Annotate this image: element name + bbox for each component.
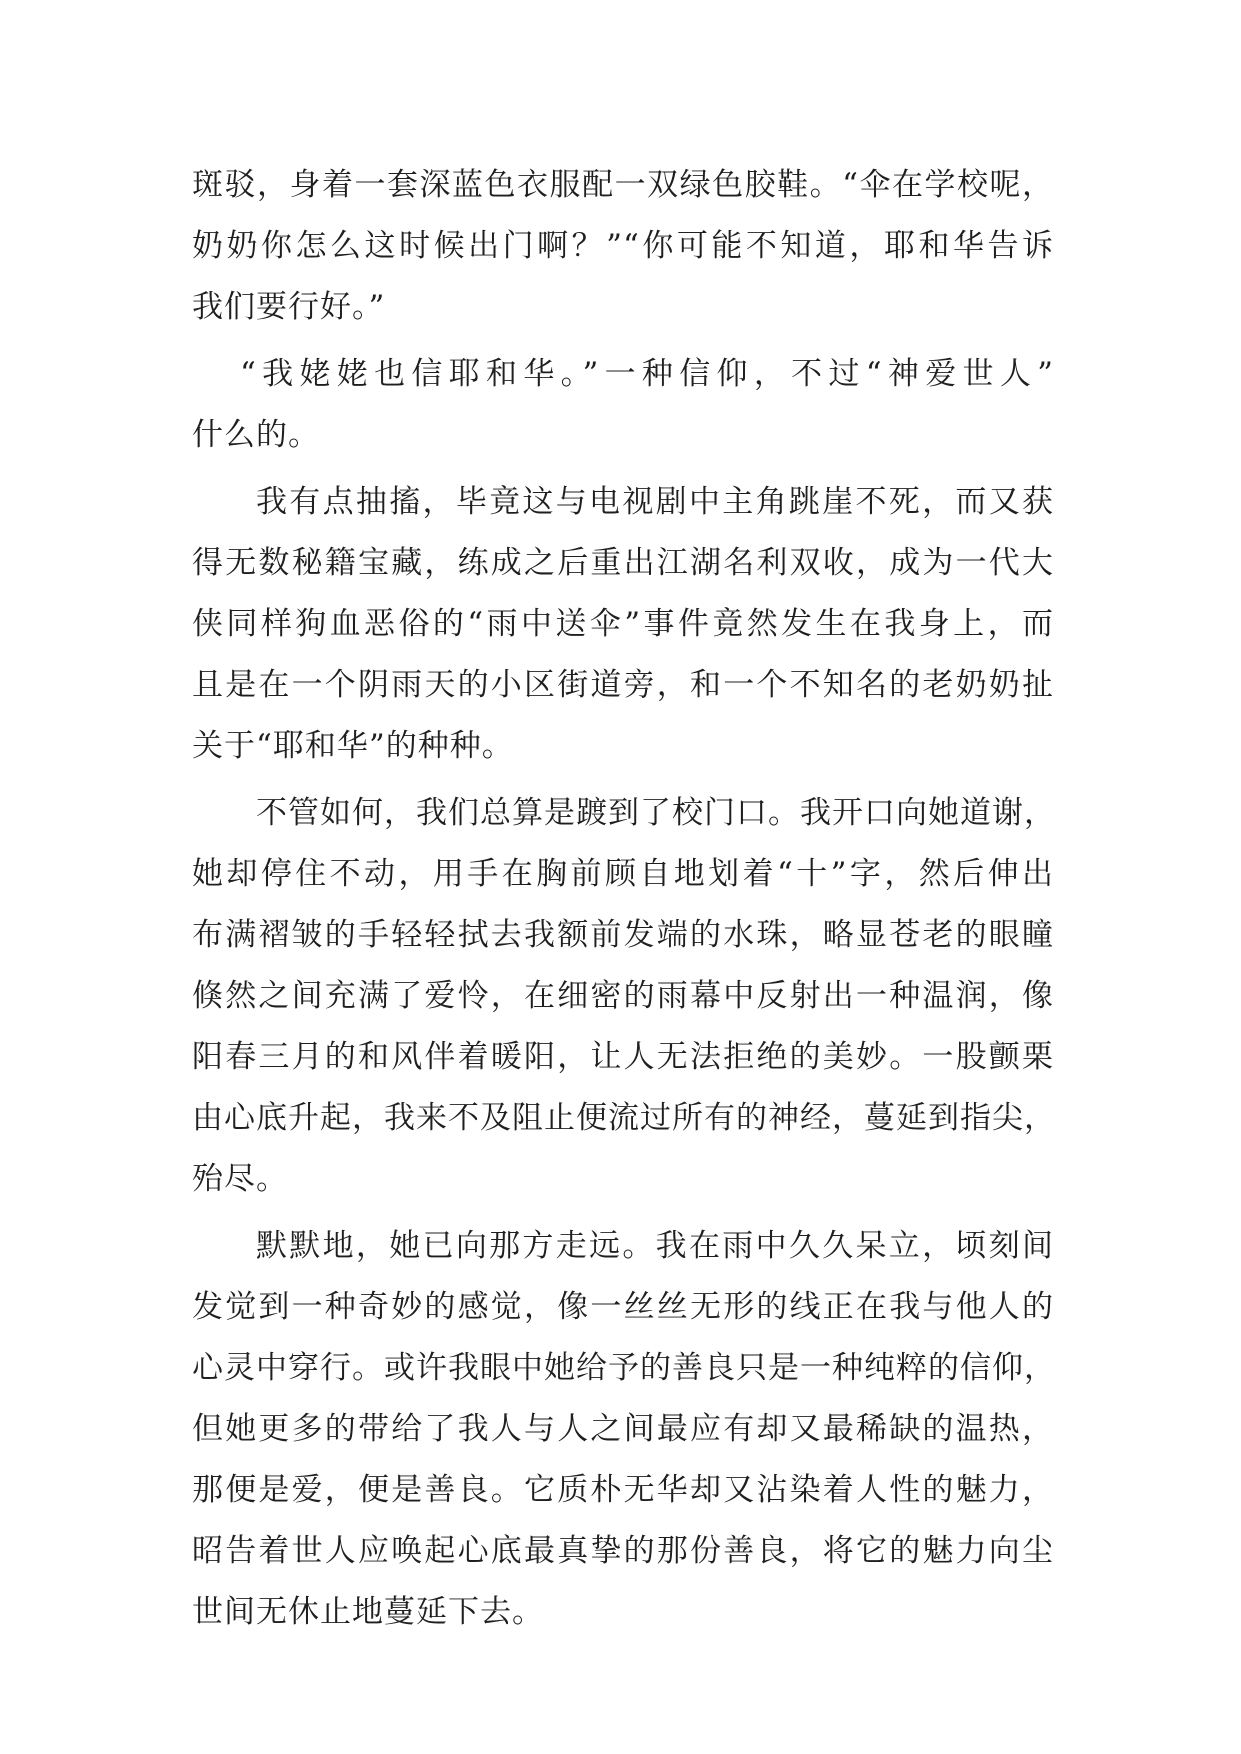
text-line: 不管如何，我们总算是踱到了校门口。我开口向她道谢， (256, 795, 1056, 831)
paragraph (192, 344, 1054, 466)
text-line: “我姥姥也信耶和华。”一种信仰，不过“神爱世人” (240, 356, 1054, 392)
text-line: 默默地，她已向那方走远。我在雨中久久呆立，顷刻间 (256, 1228, 1054, 1264)
paragraph (192, 472, 1054, 777)
paragraph (192, 155, 1054, 338)
text-line: 心灵中穿行。或许我眼中她给予的善良只是一种纯粹的信仰， (192, 1350, 1056, 1386)
text-line: 奶奶你怎么这时候出门啊？”“你可能不知道，耶和华告诉 (192, 228, 1054, 264)
text-line: 世间无休止地蔓延下去。 (192, 1594, 544, 1630)
text-line: 阳春三月的和风伴着暖阳，让人无法拒绝的美妙。一股颤栗 (192, 1039, 1054, 1075)
text-line: 什么的。 (192, 417, 320, 453)
text-line: 斑驳，身着一套深蓝色衣服配一双绿色胶鞋。“伞在学校呢， (192, 167, 1054, 203)
text-line: 得无数秘籍宝藏，练成之后重出江湖名利双收，成为一代大 (192, 545, 1054, 581)
text-line: 关于“耶和华”的种种。 (192, 728, 514, 764)
paragraph (192, 783, 1054, 1210)
text-line: 侠同样狗血恶俗的“雨中送伞”事件竟然发生在我身上，而 (192, 606, 1054, 642)
text-line: 由心底升起，我来不及阻止便流过所有的神经，蔓延到指尖， (192, 1100, 1056, 1136)
text-line: 殆尽。 (192, 1161, 288, 1197)
text-line: 她却停住不动，用手在胸前顾自地划着“十”字，然后伸出 (192, 856, 1054, 892)
text-line: 但她更多的带给了我人与人之间最应有却又最稀缺的温热， (192, 1411, 1054, 1447)
text-line: 布满褶皱的手轻轻拭去我额前发端的水珠，略显苍老的眼瞳 (192, 917, 1054, 953)
text-line: 那便是爱，便是善良。它质朴无华却又沾染着人性的魅力， (192, 1472, 1054, 1508)
text-line: 发觉到一种奇妙的感觉，像一丝丝无形的线正在我与他人的 (192, 1289, 1054, 1325)
text-line: 昭告着世人应唤起心底最真挚的那份善良，将它的魅力向尘 (192, 1533, 1054, 1569)
text-line: 倏然之间充满了爱怜，在细密的雨幕中反射出一种温润，像 (192, 978, 1054, 1014)
paragraph (192, 1216, 1054, 1643)
text-line: 且是在一个阴雨天的小区街道旁，和一个不知名的老奶奶扯 (192, 667, 1054, 703)
text-line: 我们要行好。” (192, 289, 386, 325)
essay-body (192, 155, 1054, 1643)
text-line: 我有点抽搐，毕竟这与电视剧中主角跳崖不死，而又获 (256, 484, 1054, 520)
